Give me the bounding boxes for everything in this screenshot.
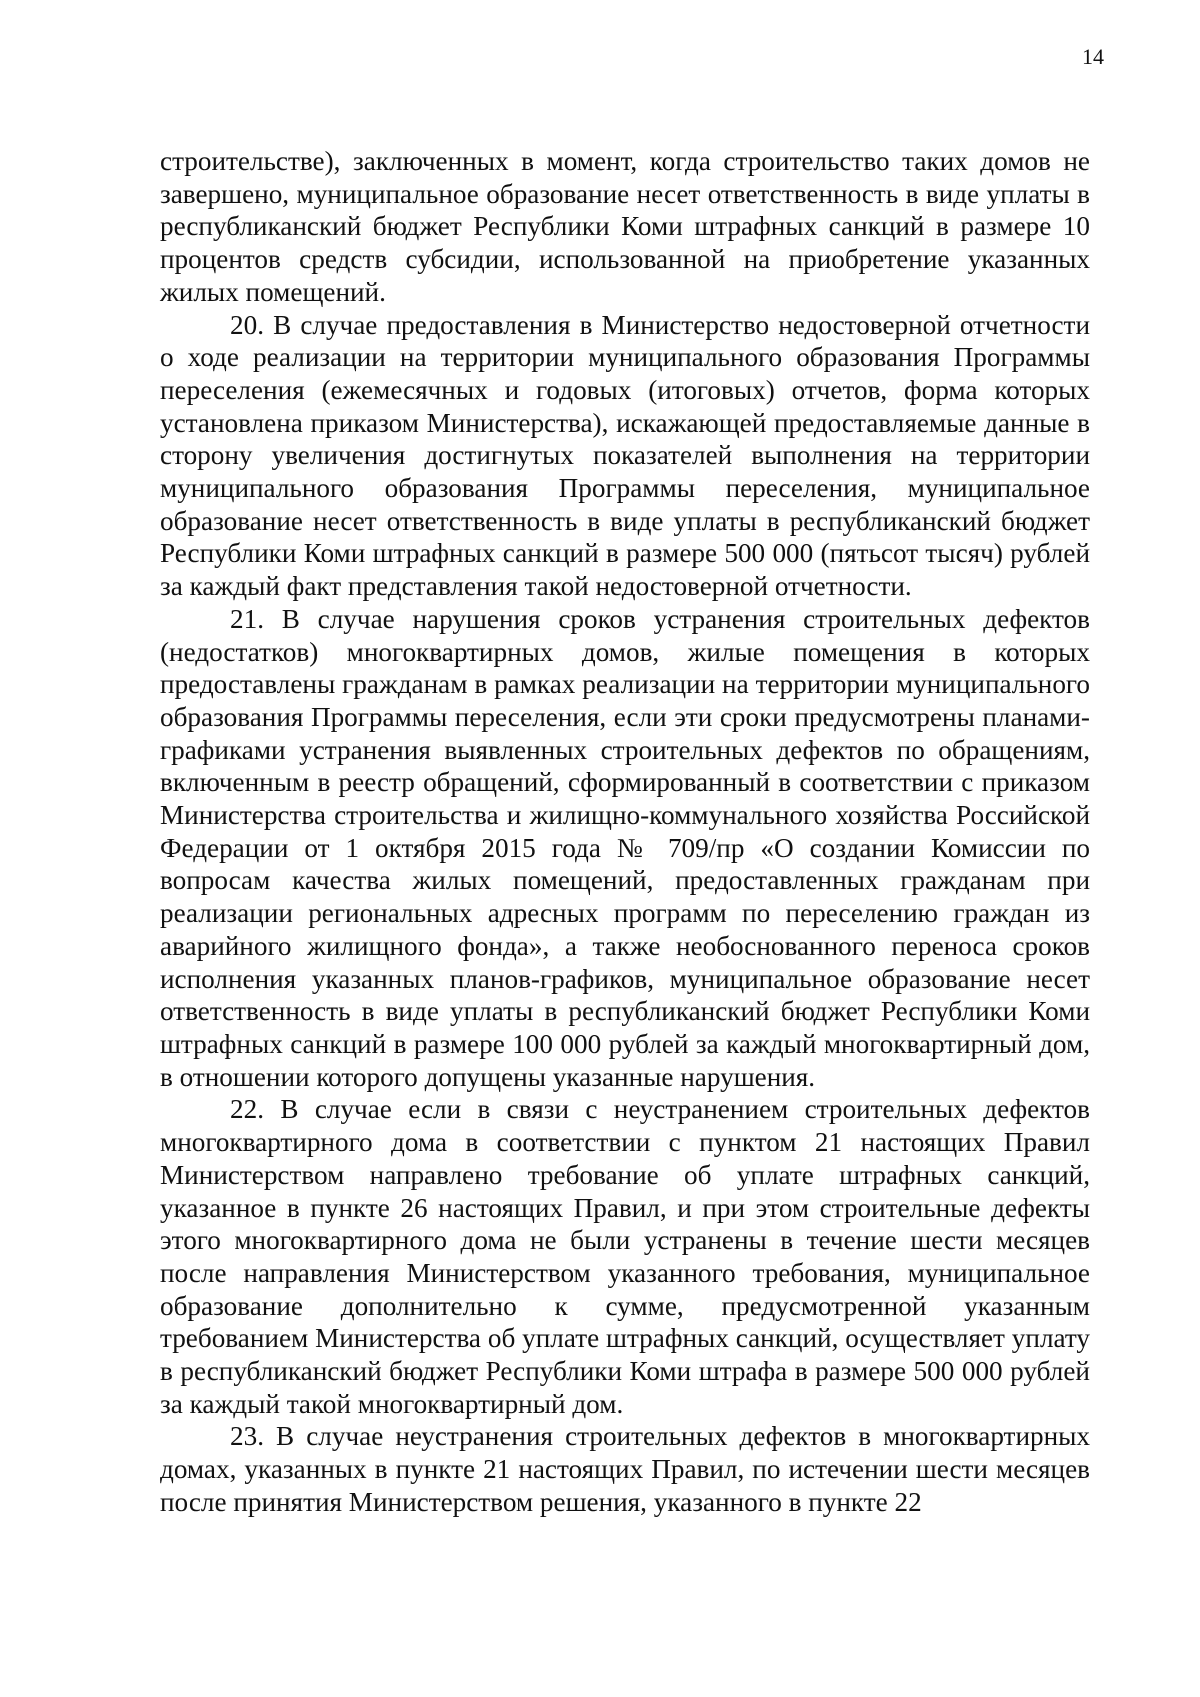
document-body bbox=[160, 145, 1090, 1519]
page-number: 14 bbox=[1082, 44, 1104, 69]
paragraph-22: 22. В случае если в связи с неустранением строительных дефектов многоквартирного дома в соответствии с пунктом 21 настоящих Правил Министерством направлено требование об уплате штрафных санкций, указанное в пункте 26 настоящих Правил, и при этом строительные дефекты этого многоквартирного дома не были устранены в течение шести месяцев после направления Министерством указанного требования, муниципальное образование дополнительно к сумме, предусмотренной указанным требованием Министерства об уплате штрафных санкций, осуществляет уплату в республиканский бюджет Республики Коми штрафа в размере 500 000 рублей за каждый такой многоквартирный дом. bbox=[160, 1094, 1090, 1419]
paragraph-21: 21. В случае нарушения сроков устранения строительных дефектов (недостатков) многоквартирных домов, жилые помещения в которых предоставлены гражданам в рамках реализации на территории муниципального образования Программы переселения, если эти сроки предусмотрены планами-графиками устранения выявленных строительных дефектов по обращениям, включенным в реестр обращений, сформированный в соответствии с приказом Министерства строительства и жилищно-коммунального хозяйства Российской Федерации от 1 октября 2015 года № 709/пр «О создании Комиссии по вопросам качества жилых помещений, предоставленных гражданам при реализации региональных адресных программ по переселению граждан из аварийного жилищного фонда», а также необоснованного переноса сроков исполнения указанных планов-графиков, муниципальное образование несет ответственность в виде уплаты в республиканский бюджет Республики Коми штрафных санкций в размере 100 000 рублей за каждый многоквартирный дом, в отношении которого допущены указанные нарушения. bbox=[160, 603, 1090, 1092]
paragraph-20: 20. В случае предоставления в Министерство недостоверной отчетности о ходе реализации на территории муниципального образования Программы переселения (ежемесячных и годовых (итоговых) отчетов, форма которых установлена приказом Министерства), искажающей предоставляемые данные в сторону увеличения достигнутых показателей выполнения на территории муниципального образования Программы переселения, муниципальное образование несет ответственность в виде уплаты в республиканский бюджет Республики Коми штрафных санкций в размере 500 000 (пятьсот тысяч) рублей за каждый факт представления такой недостоверной отчетности. bbox=[160, 309, 1090, 602]
paragraph-continuation: строительстве), заключенных в момент, когда строительство таких домов не завершено, муниципальное образование несет ответственность в виде уплаты в республиканский бюджет Республики Коми штрафных санкций в размере 10 процентов средств субсидии, использованной на приобретение указанных жилых помещений. bbox=[160, 146, 1090, 307]
paragraph-23: 23. В случае неустранения строительных дефектов в многоквартирных домах, указанных в пункте 21 настоящих Правил, по истечении шести месяцев после принятия Министерством решения, указанного в пункте 22 bbox=[160, 1421, 1090, 1517]
